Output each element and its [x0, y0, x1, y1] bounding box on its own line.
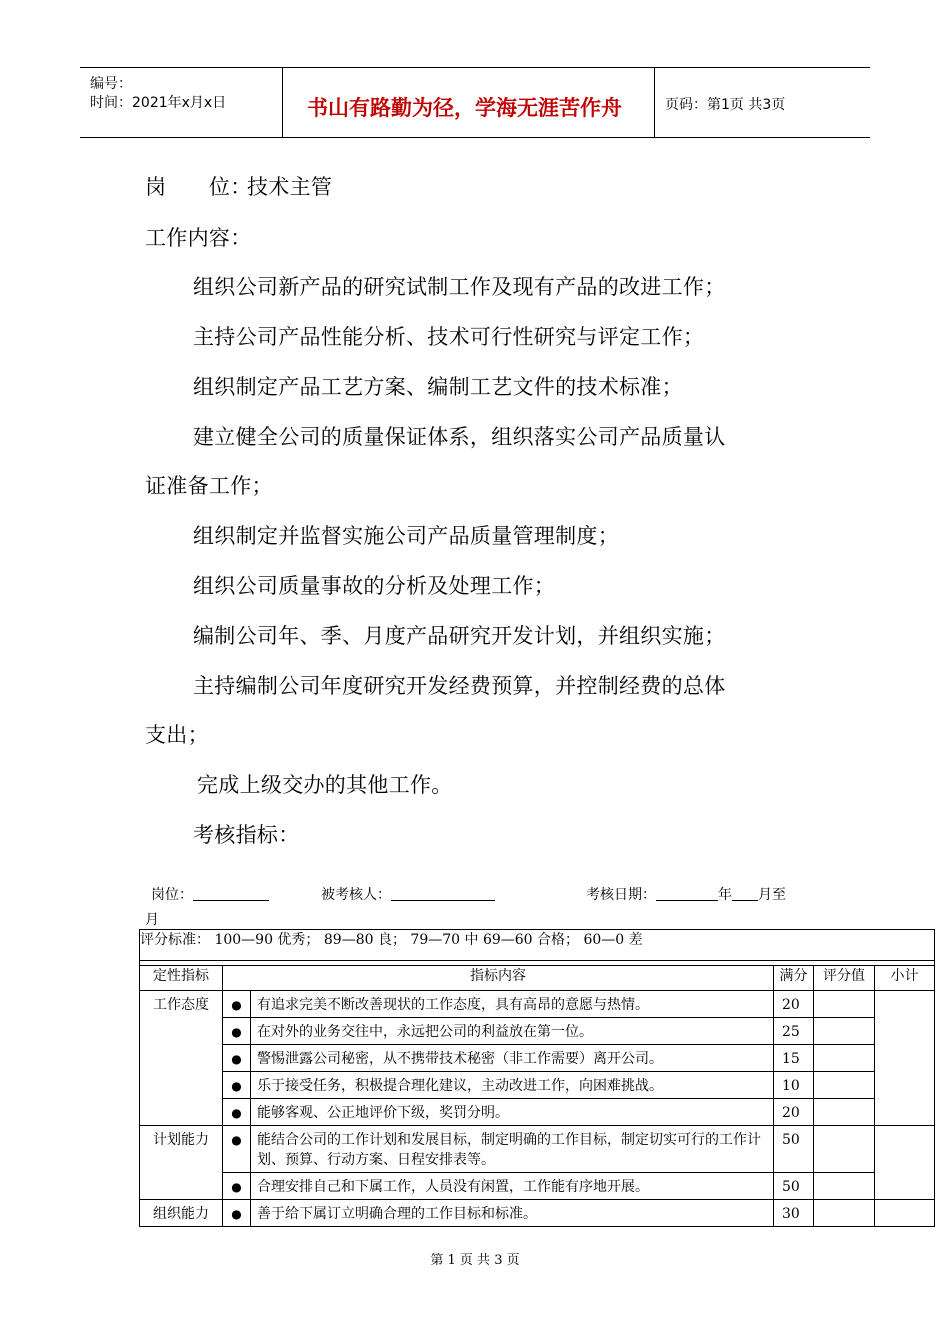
bullet-icon: ●	[223, 991, 251, 1018]
duty-item-continued: 支出；	[145, 723, 209, 747]
rating-cell[interactable]	[814, 1126, 875, 1173]
year-label: 年	[718, 887, 732, 903]
form-month-end: 月	[145, 912, 159, 928]
duty-item: 组织制定并监督实施公司产品质量管理制度；	[193, 524, 619, 548]
indicator-text: 有追求完美不断改善现状的工作态度，具有高昂的意愿与热情。	[251, 991, 774, 1018]
duty-item: 建立健全公司的质量保证体系，组织落实公司产品质量认	[193, 425, 726, 449]
bullet-icon: ●	[223, 1018, 251, 1045]
indicator-text: 善于给下属订立明确合理的工作目标和标准。	[251, 1200, 774, 1227]
month-blank[interactable]	[732, 886, 758, 901]
duty-item-continued: 证准备工作；	[145, 474, 273, 498]
header-page-cell	[655, 68, 870, 137]
evaluation-table	[139, 929, 935, 1227]
full-score: 50	[774, 1173, 814, 1200]
full-score: 30	[774, 1200, 814, 1227]
category-cell: 组织能力	[140, 1200, 223, 1227]
position-label: 岗位：	[151, 887, 193, 903]
rating-cell[interactable]	[814, 1018, 875, 1045]
category-cell: 计划能力	[140, 1126, 223, 1200]
header-motto: 书山有路勤为径，学海无涯苦作舟	[307, 96, 622, 120]
bullet-icon: ●	[223, 1173, 251, 1200]
assessee-blank[interactable]	[391, 886, 495, 901]
bullet-icon: ●	[223, 1045, 251, 1072]
header-full-score: 满分	[774, 966, 814, 991]
table-row	[140, 1173, 935, 1200]
header-subtotal: 小计	[875, 966, 935, 991]
form-date	[586, 884, 786, 904]
rating-cell[interactable]	[814, 1045, 875, 1072]
bullet-icon: ●	[223, 1099, 251, 1126]
subtotal-cell[interactable]	[875, 1126, 935, 1200]
duty-item: 编制公司年、季、月度产品研究开发计划，并组织实施；	[193, 624, 726, 648]
assessment-label: 考核指标：	[193, 823, 300, 847]
indicator-text: 在对外的业务交往中，永远把公司的利益放在第一位。	[251, 1018, 774, 1045]
full-score: 15	[774, 1045, 814, 1072]
duty-item: 组织制定产品工艺方案、编制工艺文件的技术标准；	[193, 375, 683, 399]
table-header-row	[140, 966, 935, 991]
header-meta	[80, 68, 283, 137]
subtotal-cell[interactable]	[875, 1200, 935, 1227]
page-header	[80, 67, 870, 138]
table-row	[140, 991, 935, 1018]
rating-cell[interactable]	[814, 991, 875, 1018]
header-motto-cell	[283, 68, 655, 137]
full-score: 10	[774, 1072, 814, 1099]
indicator-text: 合理安排自己和下属工作，人员没有闲置，工作能有序地开展。	[251, 1173, 774, 1200]
scoring-standard-row	[140, 930, 935, 961]
table-row	[140, 1045, 935, 1072]
duty-item: 组织公司质量事故的分析及处理工作；	[193, 574, 556, 598]
rating-cell[interactable]	[814, 1173, 875, 1200]
document-number: 编号：	[90, 76, 132, 92]
category-cell: 工作态度	[140, 991, 223, 1126]
subtotal-cell[interactable]	[875, 991, 935, 1126]
form-position	[151, 884, 269, 904]
full-score: 20	[774, 991, 814, 1018]
duty-item: 组织公司新产品的研究试制工作及现有产品的改进工作；	[193, 275, 726, 299]
duty-item: 主持公司产品性能分析、技术可行性研究与评定工作；	[193, 325, 705, 349]
table-row	[140, 1200, 935, 1227]
rating-cell[interactable]	[814, 1099, 875, 1126]
header-page-info: 页码：第1页 共3页	[665, 97, 786, 113]
header-content: 指标内容	[223, 966, 774, 991]
bullet-icon: ●	[223, 1072, 251, 1099]
year-blank[interactable]	[656, 886, 718, 901]
role-label: 岗 位：	[145, 175, 252, 199]
header-rating: 评分值	[814, 966, 875, 991]
month-to-label: 月至	[758, 887, 786, 903]
form-assessee	[321, 884, 495, 904]
bullet-icon: ●	[223, 1200, 251, 1227]
role-line	[145, 171, 332, 201]
indicator-text: 警惕泄露公司秘密，从不携带技术秘密（非工作需要）离开公司。	[251, 1045, 774, 1072]
rating-cell[interactable]	[814, 1072, 875, 1099]
indicator-text: 乐于接受任务，积极提合理化建议，主动改进工作，向困难挑战。	[251, 1072, 774, 1099]
table-row	[140, 1072, 935, 1099]
full-score: 50	[774, 1126, 814, 1173]
duty-item: 完成上级交办的其他工作。	[197, 773, 453, 797]
indicator-text: 能够客观、公正地评价下级，奖罚分明。	[251, 1099, 774, 1126]
bullet-icon: ●	[223, 1126, 251, 1173]
rating-cell[interactable]	[814, 1200, 875, 1227]
date-label: 考核日期：	[586, 887, 656, 903]
table-row	[140, 1099, 935, 1126]
assessee-label: 被考核人：	[321, 887, 391, 903]
full-score: 20	[774, 1099, 814, 1126]
table-row	[140, 1018, 935, 1045]
duty-item: 主持编制公司年度研究开发经费预算，并控制经费的总体	[193, 674, 726, 698]
position-blank[interactable]	[193, 886, 269, 901]
scoring-standard: 评分标准： 100—90 优秀； 89—80 良； 79—70 中 69—60 合格； 60—0 差	[140, 930, 935, 961]
table-row	[140, 1126, 935, 1173]
role-value: 技术主管	[247, 175, 333, 199]
full-score: 25	[774, 1018, 814, 1045]
page-footer: 第 1 页 共 3 页	[430, 1253, 520, 1268]
document-time: 时间：2021年x月x日	[90, 95, 227, 111]
header-category: 定性指标	[140, 966, 223, 991]
work-content-label: 工作内容：	[145, 226, 252, 250]
indicator-text: 能结合公司的工作计划和发展目标，制定明确的工作目标，制定切实可行的工作计划、预算、行动方案、日程安排表等。	[251, 1126, 774, 1173]
